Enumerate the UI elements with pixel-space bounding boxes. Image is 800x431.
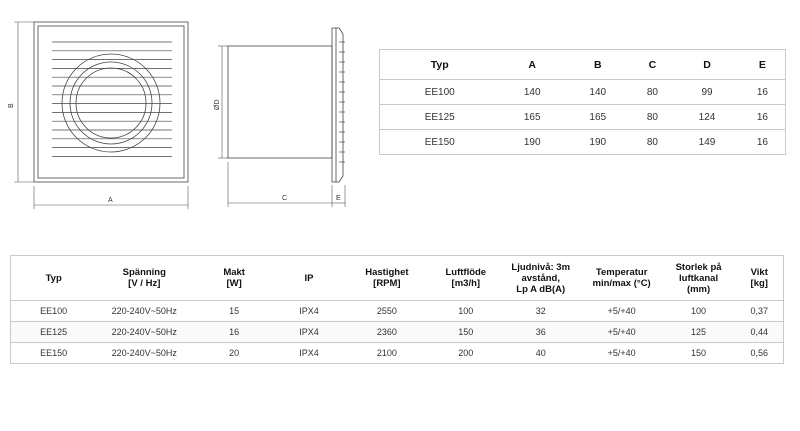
table-cell: 2360 xyxy=(342,322,432,343)
table-cell: 15 xyxy=(192,301,276,322)
spec-table-header xyxy=(11,256,784,301)
spec-col-hastighet: Hastighet [RPM] xyxy=(342,256,432,301)
table-cell: 165 xyxy=(499,105,565,130)
table-cell: 150 xyxy=(432,322,500,343)
table-cell: 99 xyxy=(674,80,740,105)
table-cell: 20 xyxy=(229,348,240,358)
table-cell: 220-240V~50Hz xyxy=(96,322,192,343)
table-row xyxy=(11,343,784,364)
spec-col-makt: Makt [W] xyxy=(192,256,276,301)
dim-label-b: B xyxy=(8,103,15,108)
dim-label-e: E xyxy=(336,195,341,202)
table-cell: EE125 xyxy=(380,105,500,130)
spec-col-temperatur: Temperatur min/max (°C) xyxy=(582,256,662,301)
dim-label-c: C xyxy=(282,195,288,202)
table-cell: 100 xyxy=(662,301,736,322)
table-cell: 165 xyxy=(565,105,631,130)
front-view xyxy=(34,22,188,182)
table-cell: EE150 xyxy=(424,136,455,148)
table-cell: 0,44 xyxy=(736,322,784,343)
table-cell: IPX4 xyxy=(299,348,319,358)
table-cell: IPX4 xyxy=(276,301,342,322)
table-cell: 190 xyxy=(523,136,541,148)
table-cell: +5/+40 xyxy=(582,322,662,343)
spec-col-typ: Typ xyxy=(11,256,97,301)
dim-col-typ: Typ xyxy=(380,50,500,80)
specification-table xyxy=(10,255,784,364)
dim-col-a: A xyxy=(499,50,565,80)
table-cell: 0,37 xyxy=(736,301,784,322)
table-cell: EE100 xyxy=(11,301,97,322)
table-row xyxy=(380,80,786,105)
table-cell: 124 xyxy=(674,105,740,130)
table-cell: 200 xyxy=(458,348,474,358)
table-cell: EE125 xyxy=(11,322,97,343)
table-cell: 16 xyxy=(740,80,786,105)
table-cell: 2550 xyxy=(342,301,432,322)
dimension-table xyxy=(379,49,786,155)
spec-col-vikt: Vikt [kg] xyxy=(736,256,784,301)
side-view xyxy=(228,28,345,182)
table-cell: 16 xyxy=(756,136,768,148)
dim-col-b: B xyxy=(565,50,631,80)
dim-label-d: ØD xyxy=(214,99,221,110)
dim-col-c: C xyxy=(631,50,675,80)
table-cell: 149 xyxy=(698,136,716,148)
fan-technical-drawing xyxy=(0,0,380,215)
table-cell: 2100 xyxy=(376,348,397,358)
table-cell: IPX4 xyxy=(276,322,342,343)
table-cell: 220-240V~50Hz xyxy=(111,348,177,358)
table-cell: 150 xyxy=(691,348,707,358)
table-cell: EE100 xyxy=(380,80,500,105)
spec-col-ip: IP xyxy=(276,256,342,301)
table-cell: 80 xyxy=(631,105,675,130)
table-row xyxy=(11,322,784,343)
dimension-table-header xyxy=(380,50,786,80)
table-cell: +5/+40 xyxy=(582,301,662,322)
spec-col-luftflode: Luftflöde [m3/h] xyxy=(432,256,500,301)
table-cell: 100 xyxy=(432,301,500,322)
table-cell: 80 xyxy=(646,136,658,148)
table-cell: +5/+40 xyxy=(607,348,636,358)
table-cell: 16 xyxy=(740,105,786,130)
dim-col-e: E xyxy=(740,50,786,80)
table-cell: 16 xyxy=(192,322,276,343)
dim-label-a: A xyxy=(108,197,113,204)
table-cell: 190 xyxy=(589,136,607,148)
table-cell: 140 xyxy=(499,80,565,105)
table-row xyxy=(11,301,784,322)
table-cell: 80 xyxy=(631,80,675,105)
table-row xyxy=(380,130,786,155)
dim-col-d: D xyxy=(674,50,740,80)
table-cell: 0,56 xyxy=(750,348,769,358)
table-cell: 125 xyxy=(662,322,736,343)
spec-col-storlek: Storlek på luftkanal (mm) xyxy=(662,256,736,301)
spec-col-spanning: Spänning [V / Hz] xyxy=(96,256,192,301)
table-cell: 140 xyxy=(565,80,631,105)
table-cell: 220-240V~50Hz xyxy=(96,301,192,322)
table-row xyxy=(380,105,786,130)
spec-col-ljudniva: Ljudnivå: 3m avstånd, Lp A dB(A) xyxy=(500,256,582,301)
table-cell: 40 xyxy=(535,348,546,358)
table-cell: EE150 xyxy=(40,348,68,358)
table-cell: 32 xyxy=(500,301,582,322)
table-cell: 36 xyxy=(500,322,582,343)
